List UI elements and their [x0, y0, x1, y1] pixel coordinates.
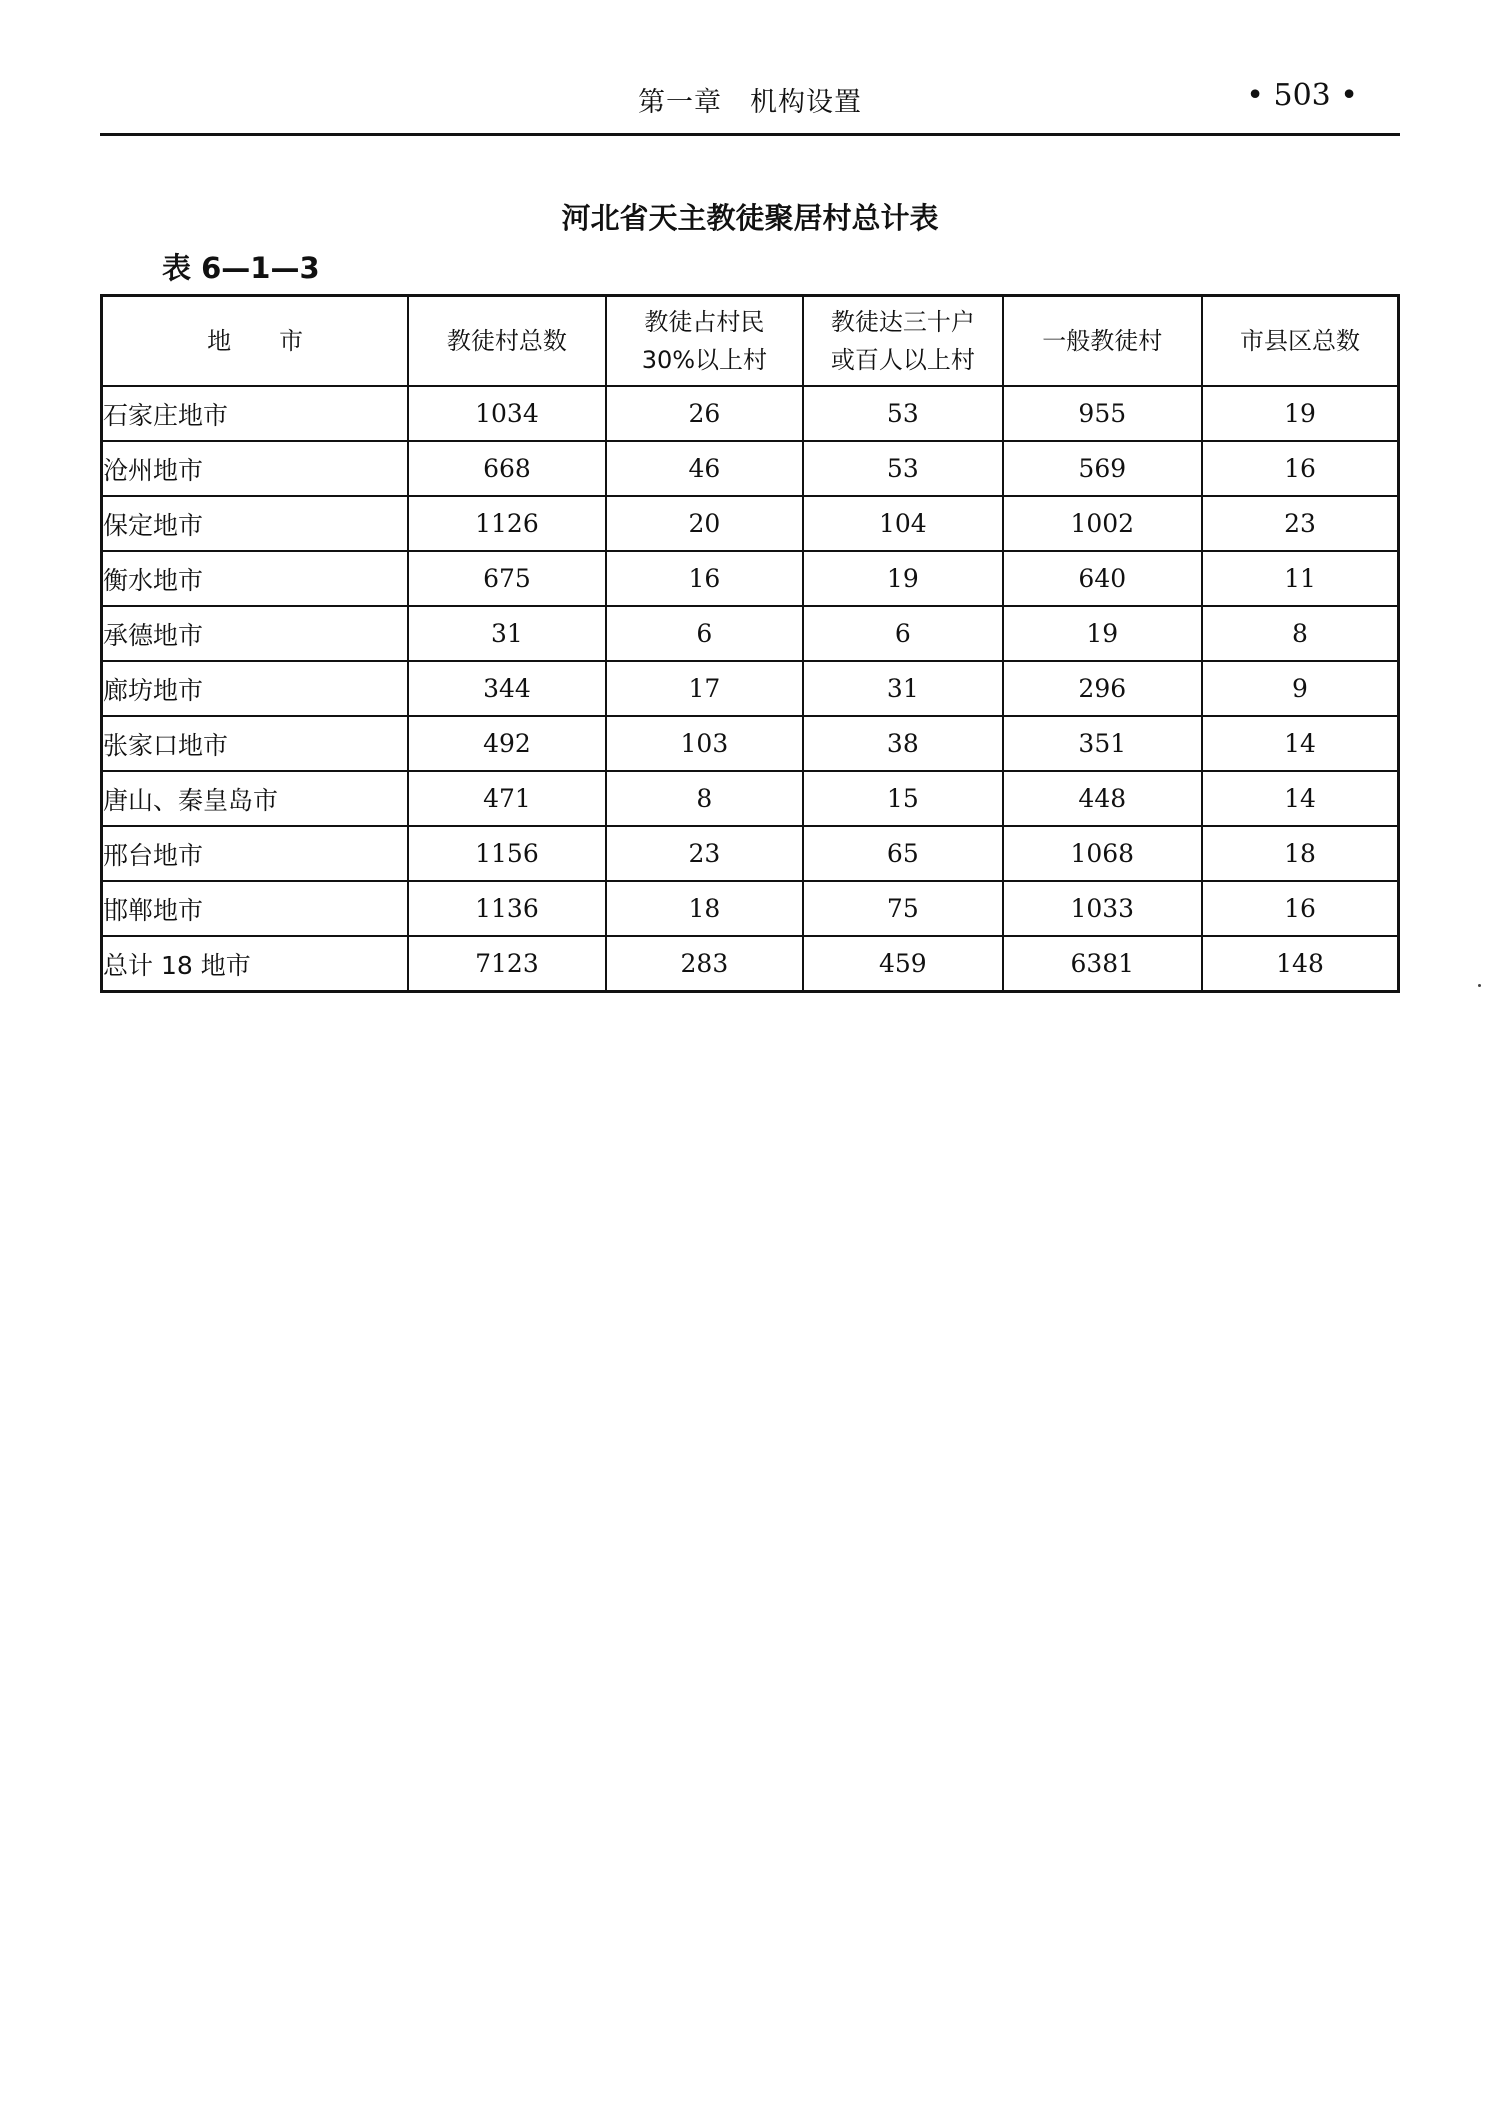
county-district-count-cell: 18 — [1202, 826, 1398, 881]
general-villages-cell: 351 — [1003, 716, 1202, 771]
over-30-percent-cell: 17 — [606, 661, 803, 716]
table-row — [102, 386, 1399, 441]
general-villages-cell: 6381 — [1003, 936, 1202, 992]
total-villages-cell: 344 — [408, 661, 605, 716]
over-30-households-cell: 104 — [803, 496, 1002, 551]
total-villages-cell: 1034 — [408, 386, 605, 441]
general-villages-cell: 448 — [1003, 771, 1202, 826]
total-villages-cell: 31 — [408, 606, 605, 661]
county-district-count-cell: 16 — [1202, 881, 1398, 936]
total-villages-cell: 7123 — [408, 936, 605, 992]
table-row — [102, 661, 1399, 716]
table-row — [102, 496, 1399, 551]
region-cell: 承德地市 — [102, 606, 409, 661]
over-30-households-cell: 19 — [803, 551, 1002, 606]
over-30-households-cell: 15 — [803, 771, 1002, 826]
table-header-row — [102, 296, 1399, 387]
table-row — [102, 441, 1399, 496]
county-district-count-cell: 19 — [1202, 386, 1398, 441]
over-30-percent-cell: 283 — [606, 936, 803, 992]
column-header-over-30-households — [803, 296, 1002, 387]
county-district-count-cell: 14 — [1202, 771, 1398, 826]
county-district-count-cell: 148 — [1202, 936, 1398, 992]
over-30-percent-cell: 6 — [606, 606, 803, 661]
table-row — [102, 606, 1399, 661]
over-30-percent-cell: 46 — [606, 441, 803, 496]
over-30-percent-cell: 18 — [606, 881, 803, 936]
column-header-region — [102, 296, 409, 387]
general-villages-cell: 1002 — [1003, 496, 1202, 551]
general-villages-cell: 296 — [1003, 661, 1202, 716]
county-district-count-cell: 14 — [1202, 716, 1398, 771]
over-30-households-cell: 53 — [803, 441, 1002, 496]
column-header-total-villages — [408, 296, 605, 387]
over-30-households-cell: 65 — [803, 826, 1002, 881]
total-villages-cell: 1136 — [408, 881, 605, 936]
county-district-count-cell: 16 — [1202, 441, 1398, 496]
total-villages-cell: 675 — [408, 551, 605, 606]
county-district-count-cell: 8 — [1202, 606, 1398, 661]
table-header — [102, 296, 1399, 387]
over-30-percent-cell: 8 — [606, 771, 803, 826]
region-cell: 沧州地市 — [102, 441, 409, 496]
column-header-county-district-count — [1202, 296, 1398, 387]
column-header-line: 教徒达三十户 — [830, 308, 975, 336]
over-30-percent-cell: 26 — [606, 386, 803, 441]
column-header-line: 市县区总数 — [1240, 327, 1360, 355]
column-header-line: 一般教徒村 — [1042, 327, 1163, 355]
general-villages-cell: 19 — [1003, 606, 1202, 661]
table-row — [102, 551, 1399, 606]
county-district-count-cell: 9 — [1202, 661, 1398, 716]
table-total-row — [102, 936, 1399, 992]
table-row — [102, 716, 1399, 771]
region-cell: 邢台地市 — [102, 826, 409, 881]
region-cell: 石家庄地市 — [102, 386, 409, 441]
over-30-households-cell: 31 — [803, 661, 1002, 716]
total-villages-cell: 1126 — [408, 496, 605, 551]
column-header-general-villages — [1003, 296, 1202, 387]
over-30-percent-cell: 23 — [606, 826, 803, 881]
table-title: 河北省天主教徒聚居村总计表 — [561, 201, 939, 235]
total-villages-cell: 668 — [408, 441, 605, 496]
general-villages-cell: 569 — [1003, 441, 1202, 496]
running-header — [100, 80, 1400, 128]
scan-speck — [1478, 984, 1481, 987]
general-villages-cell: 640 — [1003, 551, 1202, 606]
general-villages-cell: 955 — [1003, 386, 1202, 441]
column-header-line: 或百人以上村 — [830, 346, 975, 374]
region-cell: 保定地市 — [102, 496, 409, 551]
column-header-line: 教徒村总数 — [446, 327, 567, 355]
over-30-households-cell: 75 — [803, 881, 1002, 936]
general-villages-cell: 1068 — [1003, 826, 1202, 881]
over-30-households-cell: 53 — [803, 386, 1002, 441]
table-row — [102, 771, 1399, 826]
region-cell: 廊坊地市 — [102, 661, 409, 716]
region-cell: 唐山、秦皇岛市 — [102, 771, 409, 826]
over-30-households-cell: 38 — [803, 716, 1002, 771]
total-region-cell: 总计 18 地市 — [102, 936, 409, 992]
county-district-count-cell: 23 — [1202, 496, 1398, 551]
column-header-line: 30%以上村 — [641, 346, 768, 374]
table-body — [102, 386, 1399, 992]
column-header-over-30-percent — [606, 296, 803, 387]
over-30-percent-cell: 103 — [606, 716, 803, 771]
table-number: 表 6—1—3 — [162, 251, 320, 285]
over-30-percent-cell: 20 — [606, 496, 803, 551]
region-cell: 邯郸地市 — [102, 881, 409, 936]
column-header-line: 地 市 — [207, 327, 304, 355]
over-30-households-cell: 6 — [803, 606, 1002, 661]
chapter-title: 第一章 机构设置 — [638, 87, 862, 118]
column-header-line: 教徒占村民 — [644, 308, 765, 336]
page-number: • 503 • — [1246, 78, 1358, 113]
statistics-table — [100, 294, 1400, 993]
total-villages-cell: 471 — [408, 771, 605, 826]
over-30-households-cell: 459 — [803, 936, 1002, 992]
general-villages-cell: 1033 — [1003, 881, 1202, 936]
region-cell: 衡水地市 — [102, 551, 409, 606]
total-villages-cell: 1156 — [408, 826, 605, 881]
total-villages-cell: 492 — [408, 716, 605, 771]
over-30-percent-cell: 16 — [606, 551, 803, 606]
region-cell: 张家口地市 — [102, 716, 409, 771]
header-rule — [100, 133, 1400, 136]
table-row — [102, 881, 1399, 936]
table-row — [102, 826, 1399, 881]
county-district-count-cell: 11 — [1202, 551, 1398, 606]
